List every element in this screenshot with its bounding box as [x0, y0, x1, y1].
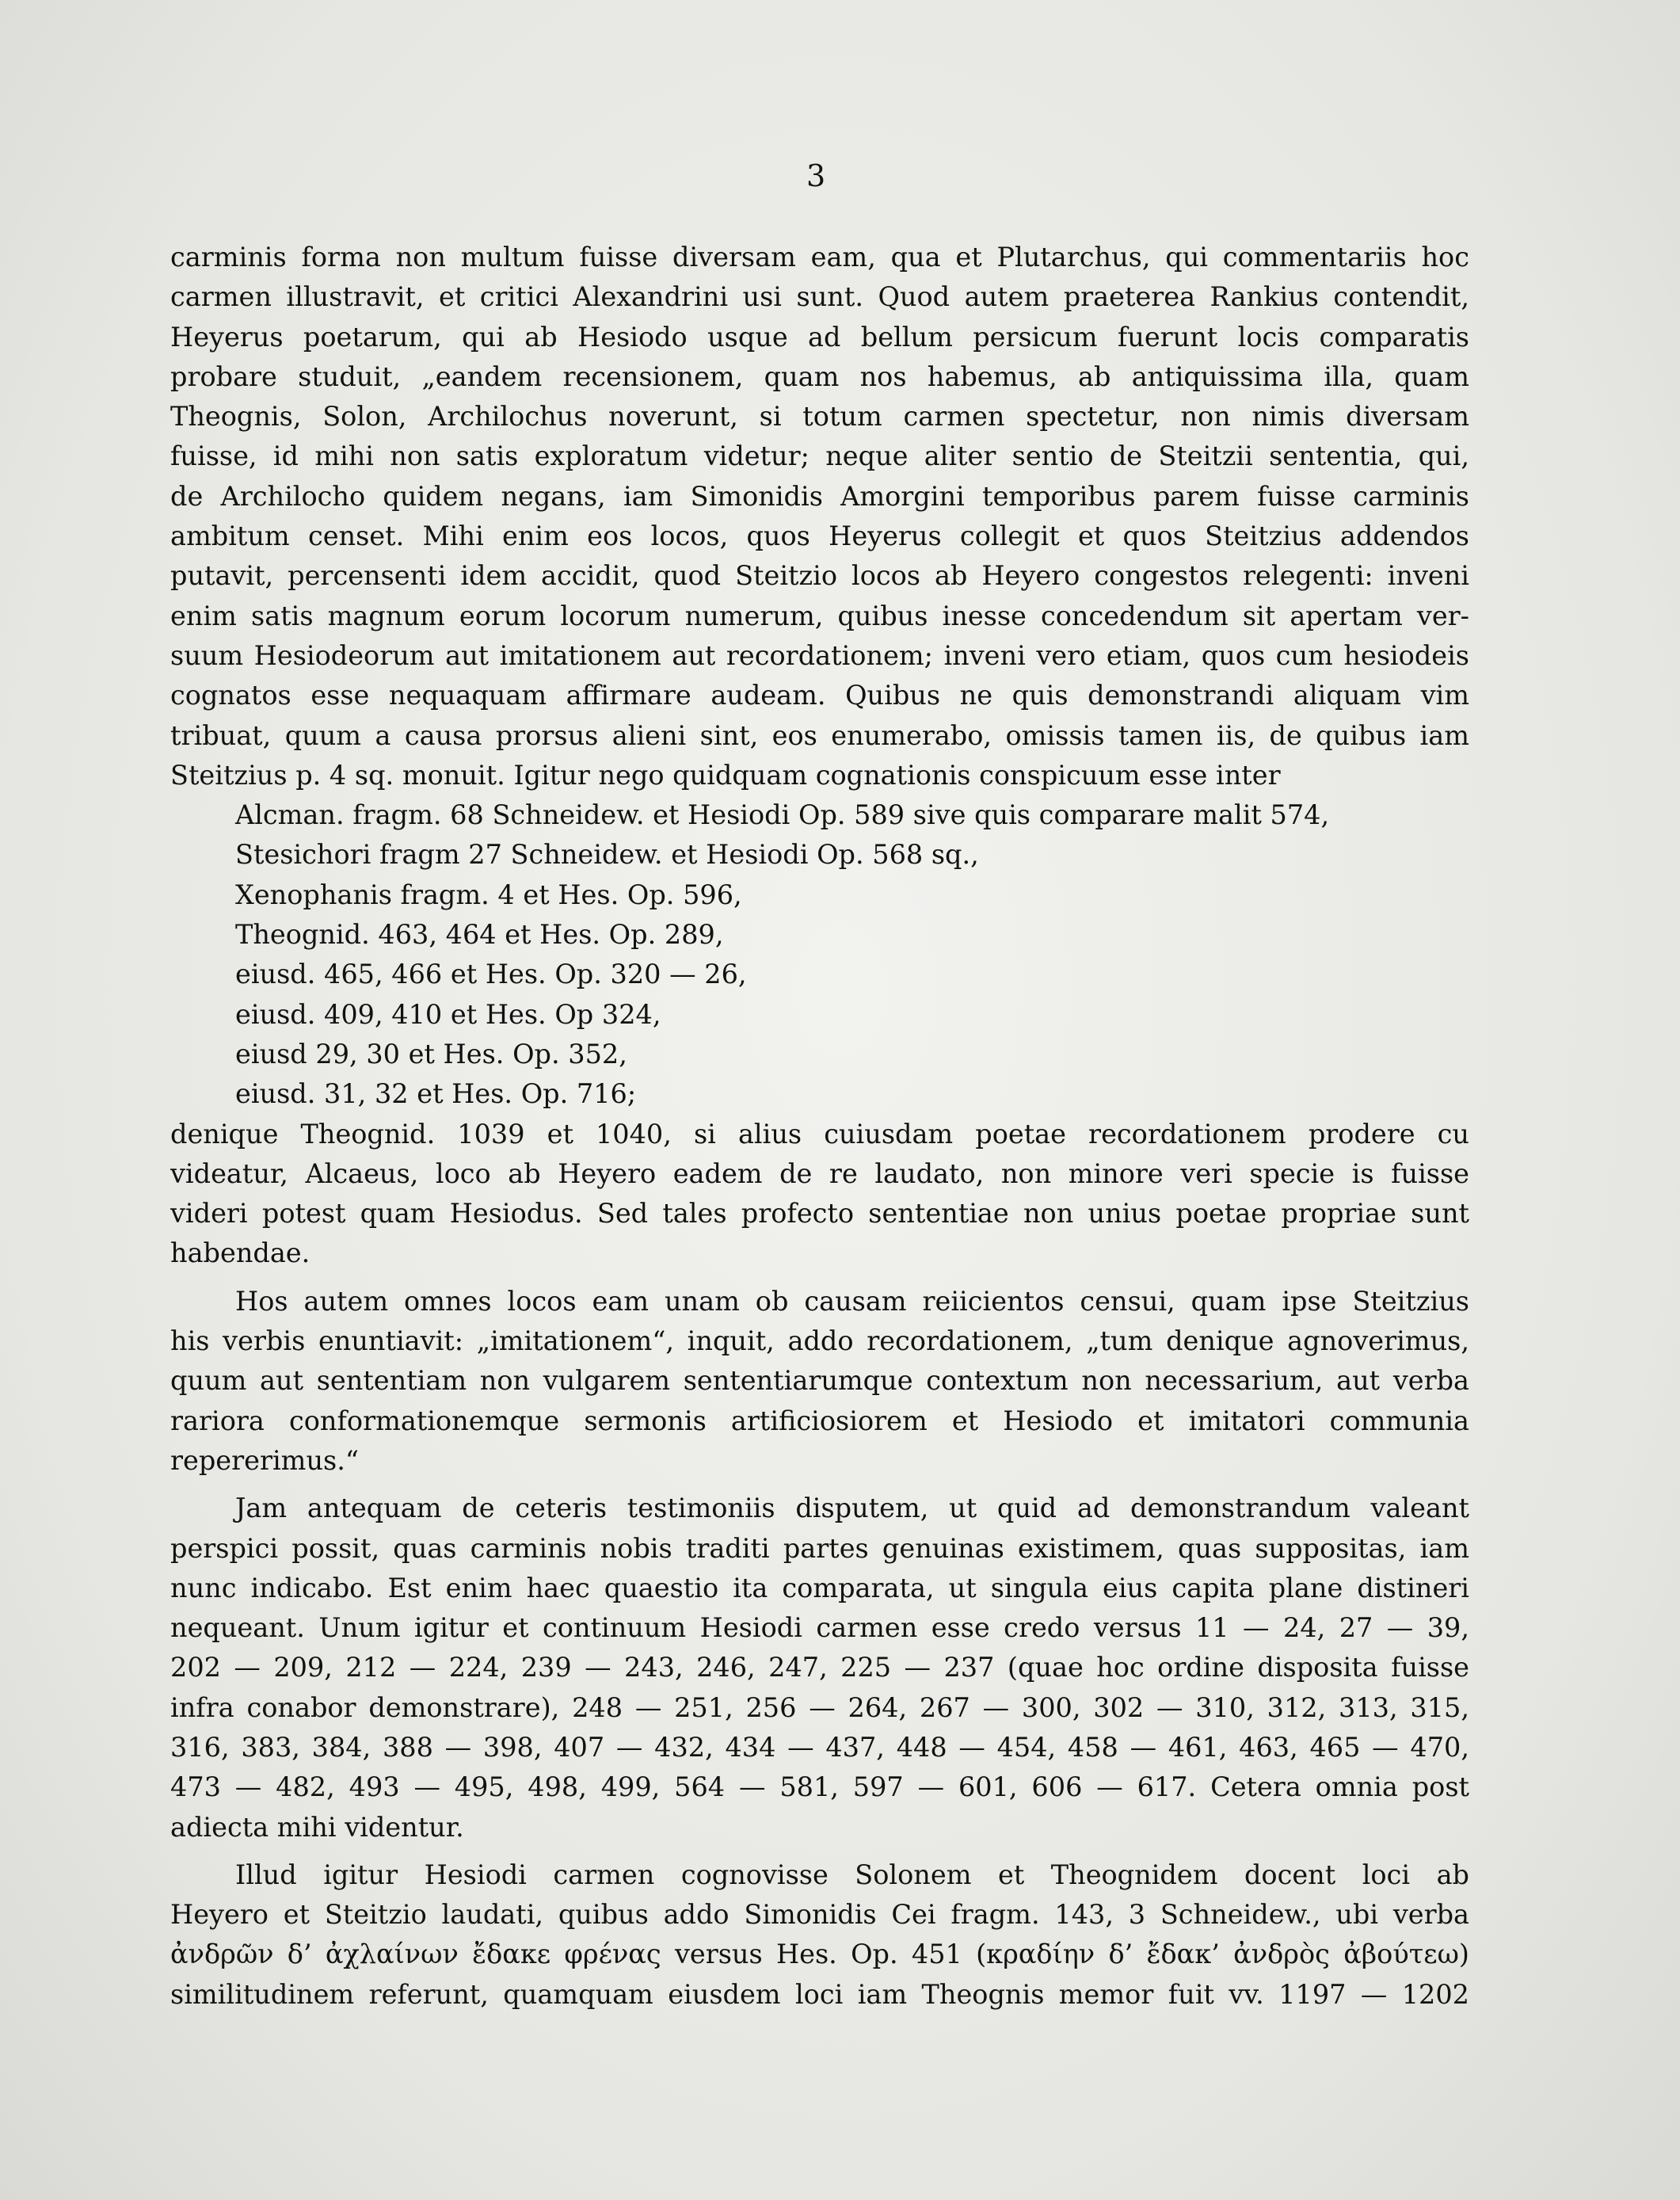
text-line: enim satis magnum eorum locorum numerum, quibus inesse concedendum sit apertam ver- [170, 600, 1469, 631]
text-line: Theognid. 463, 464 et Hes. Op. 289, [235, 919, 724, 951]
text-line: carminis forma non multum fuisse diversam eam, qua et Plutarchus, qui commentariis hoc [170, 242, 1469, 273]
text-line: suum Hesiodeorum aut imitationem aut recordationem; inveni vero etiam, quos cum hesiodeis [170, 639, 1469, 671]
body-text [170, 238, 1469, 2015]
page-number: 3 [806, 158, 827, 193]
text-line: nequeant. Unum igitur et continuum Hesiodi carmen esse credo versus 11 — 24, 27 — 39, [170, 1612, 1469, 1644]
text-line: ambitum censet. Mihi enim eos locos, quos Heyerus collegit et quos Steitzius addendos [170, 520, 1469, 552]
text-line: Jam antequam de ceteris testimoniis disputem, ut quid ad demonstrandum valeant [235, 1493, 1469, 1524]
text-line: infra conabor demonstrare), 248 — 251, 256 — 264, 267 — 300, 302 — 310, 312, 313, 315, [170, 1691, 1469, 1723]
text-line: Xenophanis fragm. 4 et Hes. Op. 596, [235, 879, 742, 910]
text-line: Heyerus poetarum, qui ab Hesiodo usque ad bellum persicum fuerunt locis comparatis [170, 321, 1469, 353]
text-line: habendae. [170, 1237, 310, 1269]
text-line: eiusd. 409, 410 et Hes. Op 324, [235, 998, 661, 1030]
text-line: probare studuit, „eandem recensionem, quam nos habemus, ab antiquissima illa, quam [170, 360, 1469, 392]
text-line: similitudinem referunt, quamquam eiusdem loci iam Theognis memor fuit vv. 1197 — 1202 [170, 1978, 1469, 2010]
text-line: his verbis enuntiavit: „imitationem“, inquit, addo recordationem, „tum denique agnoverimus, [170, 1325, 1469, 1357]
text-line: tribuat, quum a causa prorsus alieni sint, eos enumerabo, omissis tamen iis, de quibus iam [170, 719, 1469, 751]
text-line: repererimus.“ [170, 1444, 359, 1476]
text-line: adiecta mihi videntur. [170, 1811, 464, 1843]
text-line: videri potest quam Hesiodus. Sed tales profecto sententiae non unius poetae propriae sunt [170, 1198, 1469, 1230]
text-line: rariora conformationemque sermonis artificiosiorem et Hesiodo et imitatori communia [170, 1405, 1469, 1436]
text-line: Steitzius p. 4 sq. monuit. Igitur nego quidquam cognationis conspicuum esse inter [170, 759, 1281, 791]
text-line: Heyero et Steitzio laudati, quibus addo Simonidis Cei fragm. 143, 3 Schneidew., ubi verba [170, 1899, 1469, 1931]
text-line: fuisse, id mihi non satis exploratum videtur; neque aliter sentio de Steitzii sententia, qui, [170, 440, 1469, 472]
text-line: Alcman. fragm. 68 Schneidew. et Hesiodi Op. 589 sive quis comparare malit 574, [235, 799, 1330, 831]
text-line: de Archilocho quidem negans, iam Simonidis Amorgini temporibus parem fuisse carminis [170, 480, 1469, 512]
text-line: carmen illustravit, et critici Alexandrini usi sunt. Quod autem praeterea Rankius contendit, [170, 281, 1469, 313]
text-line: perspici possit, quas carminis nobis traditi partes genuinas existimem, quas suppositas, iam [170, 1532, 1469, 1564]
text-line: 473 — 482, 493 — 495, 498, 499, 564 — 581, 597 — 601, 606 — 617. Cetera omnia post [170, 1771, 1469, 1803]
text-line: 202 — 209, 212 — 224, 239 — 243, 246, 247, 225 — 237 (quae hoc ordine disposita fuisse [170, 1652, 1469, 1683]
text-line: ἀνδρῶν δ’ ἀχλαίνων ἔδακε φρένας versus Hes. Op. 451 (κραδίην δ’ ἔδακ’ ἀνδρὸς ἀβούτεω) [170, 1939, 1469, 1970]
text-line: 316, 383, 384, 388 — 398, 407 — 432, 434 — 437, 448 — 454, 458 — 461, 463, 465 — 470, [170, 1731, 1469, 1763]
text-line: putavit, percensenti idem accidit, quod Steitzio locos ab Heyero congestos relegenti: inveni [170, 560, 1469, 592]
text-line: Illud igitur Hesiodi carmen cognovisse Solonem et Theognidem docent loci ab [235, 1859, 1469, 1890]
text-line: Theognis, Solon, Archilochus noverunt, si totum carmen spectetur, non nimis diversam [170, 401, 1469, 433]
text-line: eiusd. 31, 32 et Hes. Op. 716; [235, 1078, 637, 1110]
text-line: Hos autem omnes locos eam unam ob causam reiicientos censui, quam ipse Steitzius [235, 1285, 1469, 1317]
text-line: eiusd. 465, 466 et Hes. Op. 320 — 26, [235, 959, 747, 990]
text-line: videatur, Alcaeus, loco ab Heyero eadem de re laudato, non minore veri specie is fuisse [170, 1157, 1469, 1189]
text-line: eiusd 29, 30 et Hes. Op. 352, [235, 1038, 627, 1069]
text-line: cognatos esse nequaquam affirmare audeam. Quibus ne quis demonstrandi aliquam vim [170, 680, 1469, 711]
text-line: denique Theognid. 1039 et 1040, si alius cuiusdam poetae recordationem prodere cu [170, 1118, 1469, 1150]
text-line: nunc indicabo. Est enim haec quaestio ita comparata, ut singula eius capita plane distineri [170, 1572, 1469, 1603]
text-line: quum aut sententiam non vulgarem sententiarumque contextum non necessarium, aut verba [170, 1365, 1469, 1397]
text-line: Stesichori fragm 27 Schneidew. et Hesiodi Op. 568 sq., [235, 839, 979, 871]
